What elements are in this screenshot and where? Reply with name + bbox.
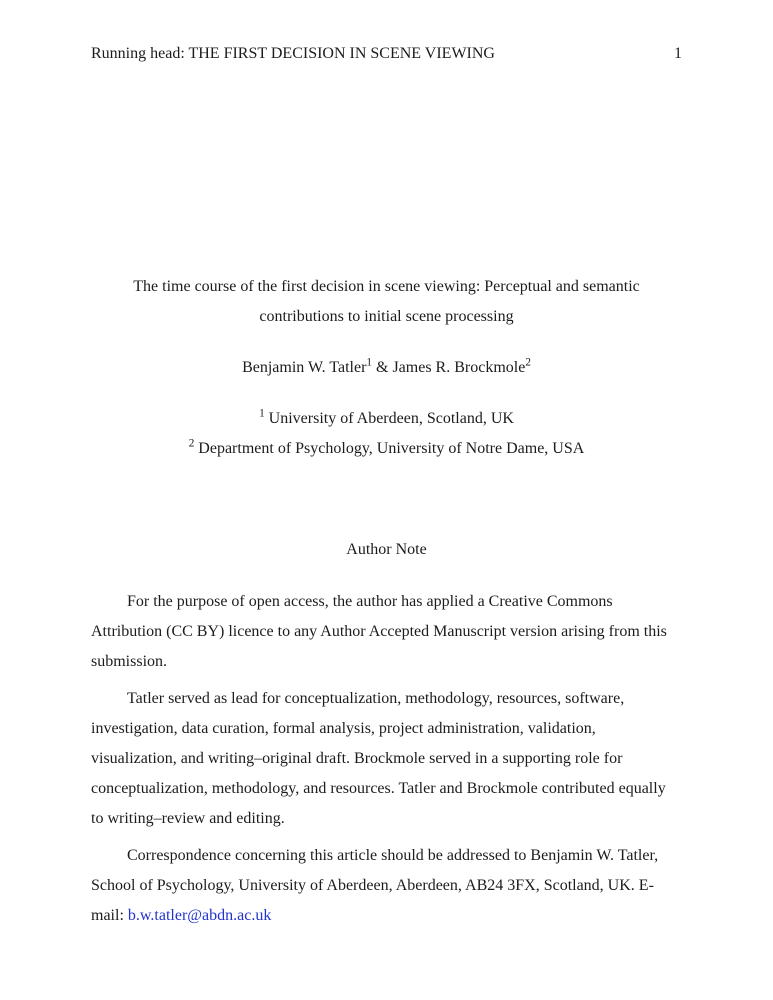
- author-separator: &: [372, 359, 393, 376]
- running-head: Running head: THE FIRST DECISION IN SCENE VIEWING: [91, 45, 495, 62]
- paper-title: The time course of the first decision in scene viewing: Perceptual and semantic contributions to initial scene processing: [133, 278, 640, 325]
- author-note-body: [91, 587, 682, 931]
- author-line: [91, 353, 682, 383]
- open-access-paragraph: For the purpose of open access, the author has applied a Creative Commons Attribution (CC BY) licence to any Author Accepted Manuscript version arising from this submission.: [91, 593, 667, 670]
- author-note-heading: Author Note: [346, 541, 427, 558]
- affiliation-1-superscript: 1: [259, 407, 265, 420]
- affiliations: [91, 404, 682, 464]
- affiliation-1: [91, 404, 682, 434]
- page-header: [91, 44, 682, 64]
- author-1-name: Benjamin W. Tatler: [242, 359, 367, 376]
- contributions-paragraph: Tatler served as lead for conceptualization, methodology, resources, software, investigation, data curation, formal analysis, project administration, validation, visualization, and writing–original draft. Brockmole served in a supporting role for conceptualization, methodology, and resources. Tatler and Brockmole contributed equally to writing–review and editing.: [91, 690, 666, 827]
- affiliation-2: [91, 434, 682, 464]
- title-block: [91, 272, 682, 464]
- author-2-superscript: 2: [525, 356, 531, 369]
- affiliation-2-superscript: 2: [188, 437, 195, 450]
- affiliation-1-text: University of Aberdeen, Scotland, UK: [264, 410, 514, 427]
- correspondence-paragraph: [91, 841, 682, 931]
- correspondence-text: Correspondence concerning this article should be addressed to Benjamin W. Tatler, School of Psychology, University of Aberdeen, Aberdeen, AB24 3FX, Scotland, UK. E-mail:: [91, 847, 659, 924]
- affiliation-2-text: Department of Psychology, University of Notre Dame, USA: [194, 440, 585, 457]
- page-number: 1: [674, 45, 682, 62]
- author-2-name: James R. Brockmole: [392, 359, 526, 376]
- author-1-superscript: 1: [366, 356, 372, 369]
- email-link[interactable]: b.w.tatler@abdn.ac.uk: [127, 907, 272, 924]
